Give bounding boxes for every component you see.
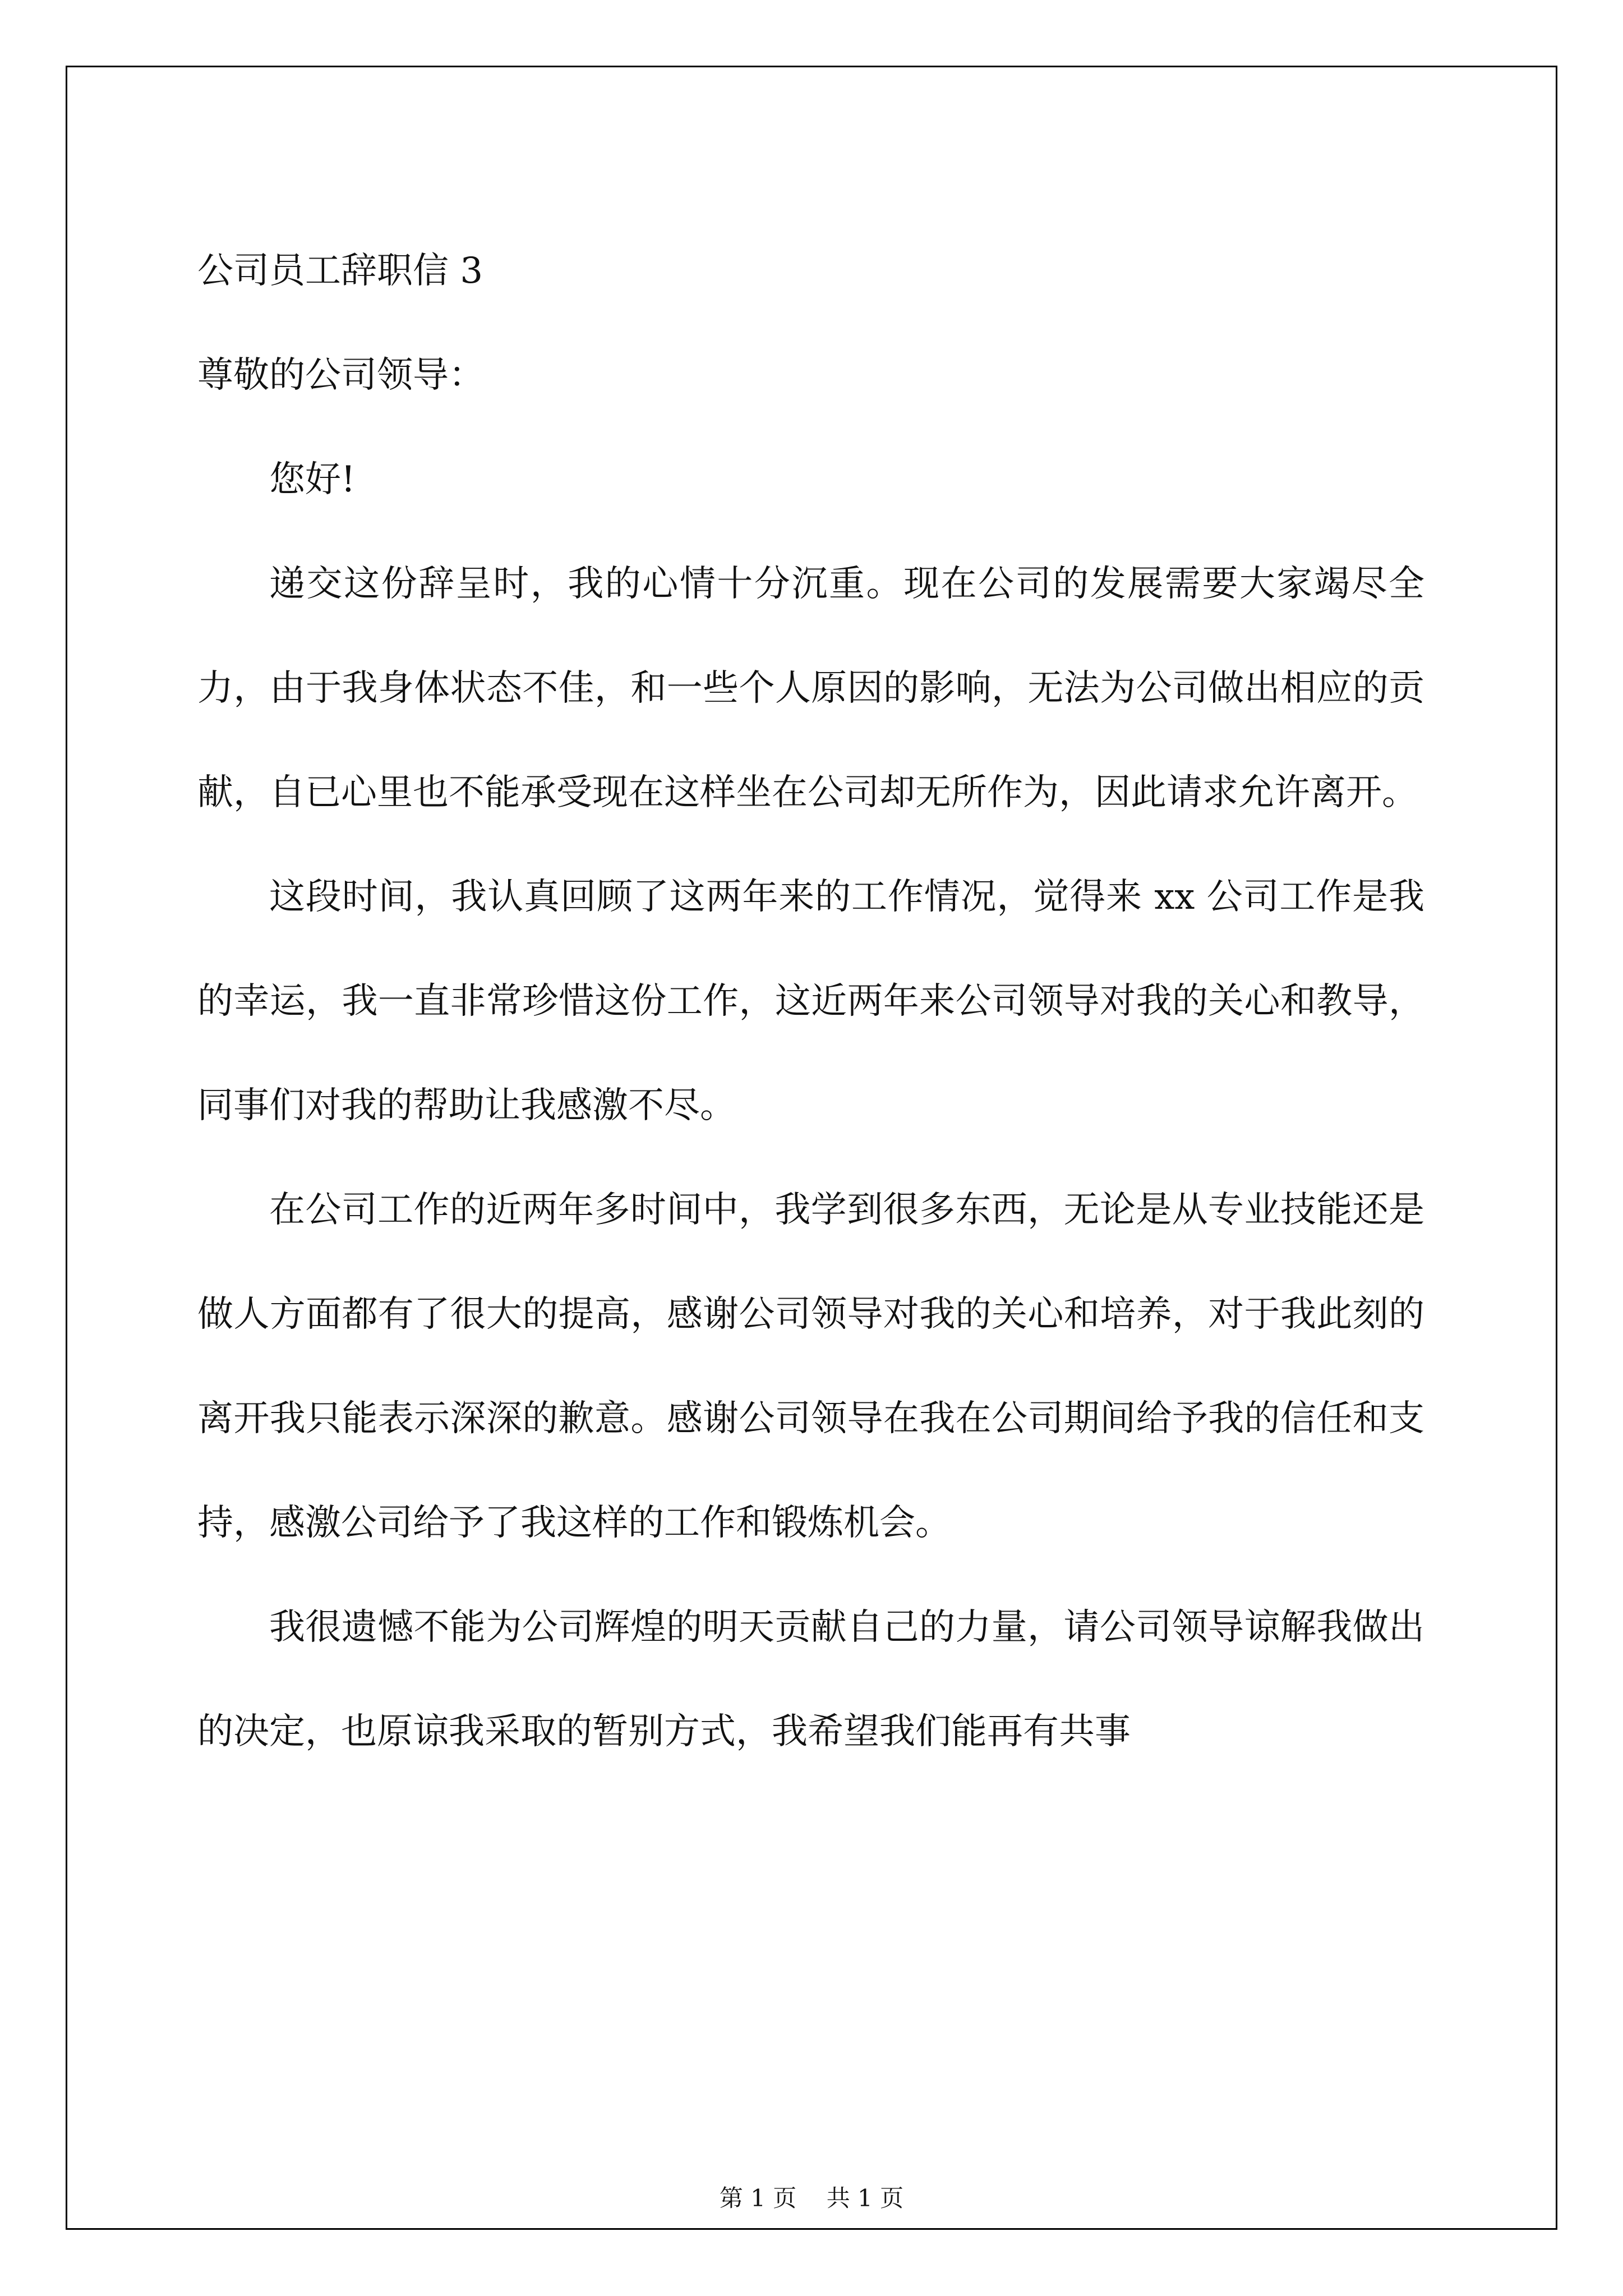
- paragraph-2: 这段时间，我认真回顾了这两年来的工作情况，觉得来 xx 公司工作是我的幸运，我一直非常珍惜这份工作，这近两年来公司领导对我的关心和教导，同事们对我的帮助让我感激不尽。: [197, 876, 1424, 1126]
- paragraph-1: 递交这份辞呈时，我的心情十分沉重。现在公司的发展需要大家竭尽全力，由于我身体状态不佳，和一些个人原因的影响，无法为公司做出相应的贡献，自已心里也不能承受现在这样坐在公司却无所作为，因此请求允许离开。: [197, 563, 1424, 813]
- greeting: 您好!: [269, 459, 356, 500]
- salutation: 尊敬的公司领导：: [197, 355, 485, 396]
- document-title: 公司员工辞职信 3: [197, 250, 483, 292]
- document-body: [197, 219, 1424, 1784]
- page-footer: 第 1 页 共 1 页: [719, 2184, 904, 2212]
- paragraph-3: 在公司工作的近两年多时间中，我学到很多东西，无论是从专业技能还是做人方面都有了很大的提高，感谢公司领导对我的关心和培养，对于我此刻的离开我只能表示深深的歉意。感谢公司领导在我在公司期间给予我的信任和支持，感激公司给予了我这样的工作和锻炼机会。: [197, 1189, 1424, 1544]
- paragraph-4: 我很遗憾不能为公司辉煌的明天贡献自己的力量，请公司领导谅解我做出的决定，也原谅我采取的暂别方式，我希望我们能再有共事: [197, 1607, 1424, 1752]
